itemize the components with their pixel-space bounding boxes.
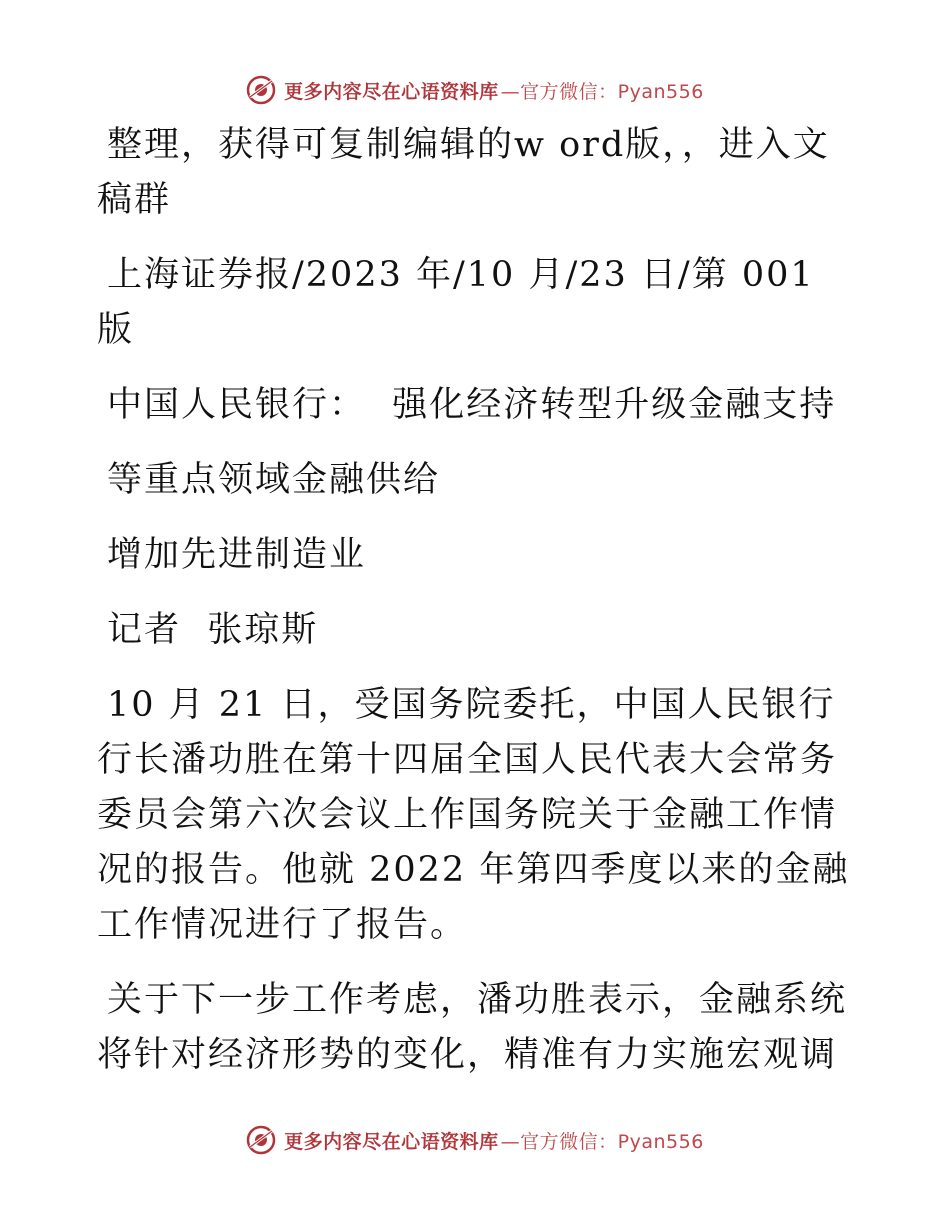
brand-logo-icon bbox=[246, 75, 276, 105]
paragraph-title-line2: 等重点领域金融供给 bbox=[107, 460, 441, 500]
paragraph-body-2: 关于下一步工作考虑，潘功胜表示，金融系统将针对经济形势的变化，精准有力实施宏观调 bbox=[97, 980, 848, 1075]
footer-banner bbox=[0, 1120, 950, 1160]
banner-wechat: —官方微信：Pyan556 bbox=[500, 1130, 704, 1153]
paragraph-title-line3: 增加先进制造业 bbox=[107, 535, 367, 575]
banner-text: 更多内容尽在心语资料库 bbox=[284, 1130, 499, 1153]
paragraph-intro: 整理，获得可复制编辑的w ord版，，进入文稿群 bbox=[97, 125, 830, 220]
brand-logo-icon bbox=[246, 1125, 276, 1155]
paragraph-title-line1: 中国人民银行： 强化经济转型升级金融支持 bbox=[107, 385, 837, 425]
banner-wechat: —官方微信：Pyan556 bbox=[500, 80, 704, 103]
paragraph-body-1: 10 月 21 日，受国务院委托，中国人民银行行长潘功胜在第十四届全国人民代表大会常务委员会第六次会议上作国务院关于金融工作情况的报告。他就 2022 年第四季度以来的金融工作情况进行了报告。 bbox=[97, 685, 850, 945]
paragraph-source: 上海证券报/2023 年/10 月/23 日/第 001 版 bbox=[97, 255, 828, 350]
paragraph-byline: 记者 张琼斯 bbox=[107, 610, 319, 650]
header-banner bbox=[0, 70, 950, 110]
document-body bbox=[97, 118, 857, 1083]
banner-text: 更多内容尽在心语资料库 bbox=[284, 80, 499, 103]
